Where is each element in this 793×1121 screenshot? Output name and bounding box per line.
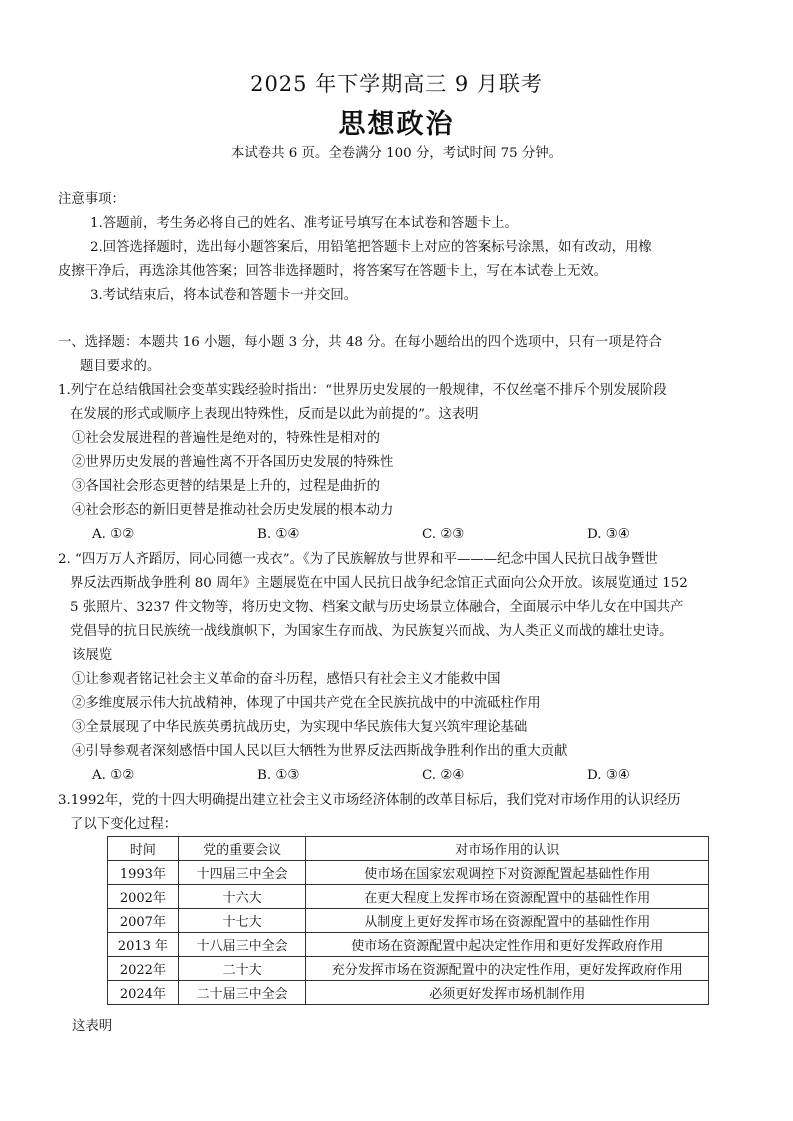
q3-stem: 3.1992年，党的十四大明确提出建立社会主义市场经济体制的改革目标后，我们党对市场作用的认识经历 <box>58 793 681 808</box>
exam-info: 本试卷共 6 页。全卷满分 100 分，考试时间 75 分钟。 <box>230 146 563 161</box>
q3-stem: 了以下变化过程： <box>70 817 178 832</box>
notice-line: 3.考试结束后，将本试卷和答题卡一并交回。 <box>90 288 358 303</box>
q2-stem: 界反法西斯战争胜利 80 周年》主题展览在中国人民抗日战争纪念馆正式面向公众开放。该展览通过 152 <box>70 576 688 591</box>
q2-item: ①让参观者铭记社会主义革命的奋斗历程，感悟只有社会主义才能救中国 <box>72 672 501 687</box>
q1-option-b[interactable]: B. ①④ <box>257 527 300 542</box>
table-header-row <box>108 837 709 861</box>
notice-line: 1.答题前，考生务必将自己的姓名、准考证号填写在本试卷和答题卡上。 <box>90 216 518 231</box>
table-header: 对市场作用的认识 <box>306 837 709 861</box>
notice-line: 2.回答选择题时，选出每小题答案后，用铅笔把答题卡上对应的答案标号涂黑，如有改动，用橡 <box>90 240 652 255</box>
subject-title: 思想政治 <box>338 109 455 140</box>
table-cell-year: 2022年 <box>108 957 179 981</box>
table-header: 党的重要会议 <box>178 837 306 861</box>
table-cell-year: 2007年 <box>108 909 179 933</box>
table-cell-year: 2024年 <box>108 981 179 1005</box>
q1-item: ④社会形态的新旧更替是推动社会历史发展的根本动力 <box>72 503 394 518</box>
q2-option-d[interactable]: D. ③④ <box>587 768 630 783</box>
q2-option-a[interactable]: A. ①② <box>92 768 135 783</box>
q2-stem: 2. “四万万人齐蹈厉，同心同德一戎衣”。《为了民族解放与世界和平———纪念中国人民抗日战争暨世 <box>58 552 658 567</box>
table-row <box>108 861 709 885</box>
table-cell-year: 1993年 <box>108 861 179 885</box>
q2-option-b[interactable]: B. ①③ <box>257 768 300 783</box>
q1-item: ①社会发展进程的普遍性是绝对的，特殊性是相对的 <box>72 431 380 446</box>
q1-option-a[interactable]: A. ①② <box>92 527 135 542</box>
table-header: 时间 <box>108 837 179 861</box>
q1-item: ②世界历史发展的普遍性离不开各国历史发展的特殊性 <box>72 455 394 470</box>
table-cell-meeting: 二十届三中全会 <box>178 981 306 1005</box>
q3-tail: 这表明 <box>72 1019 113 1034</box>
q2-options <box>92 765 752 787</box>
table-cell-view: 从制度上更好发挥市场在资源配置中的基础性作用 <box>306 909 709 933</box>
notice-line: 皮擦干净后，再选涂其他答案；回答非选择题时，将答案写在答题卡上，写在本试卷上无效。 <box>58 264 608 279</box>
exam-title: 2025 年下学期高三 9 月联考 <box>250 72 543 96</box>
table-cell-view: 必须更好发挥市场机制作用 <box>306 981 709 1005</box>
table-cell-year: 2013 年 <box>108 933 179 957</box>
q2-item: ②多维度展示伟大抗战精神，体现了中国共产党在全民族抗战中的中流砥柱作用 <box>72 696 541 711</box>
table-cell-view: 使市场在资源配置中起决定性作用和更好发挥政府作用 <box>306 933 709 957</box>
q2-stem: 该展览 <box>72 648 113 663</box>
q1-item: ③各国社会形态更替的结果是上升的，过程是曲折的 <box>72 479 380 494</box>
table-cell-meeting: 十七大 <box>178 909 306 933</box>
q1-stem: 1.列宁在总结俄国社会变革实践经验时指出：“世界历史发展的一般规律，不仅丝毫不排斥个别发展阶段 <box>58 383 667 398</box>
q1-option-d[interactable]: D. ③④ <box>587 527 630 542</box>
market-role-table <box>107 836 709 1005</box>
table-row <box>108 933 709 957</box>
table-row <box>108 885 709 909</box>
table-row <box>108 981 709 1005</box>
table-cell-view: 在更大程度上发挥市场在资源配置中的基础性作用 <box>306 885 709 909</box>
table-row <box>108 957 709 981</box>
q2-item: ④引导参观者深刻感悟中国人民以巨大牺牲为世界反法西斯战争胜利作出的重大贡献 <box>72 744 568 759</box>
table-cell-meeting: 二十大 <box>178 957 306 981</box>
q2-option-c[interactable]: C. ②④ <box>422 768 465 783</box>
table-cell-meeting: 十八届三中全会 <box>178 933 306 957</box>
section-heading: 一、选择题：本题共 16 小题，每小题 3 分，共 48 分。在每小题给出的四个选项中，只有一项是符合 <box>58 335 662 350</box>
section-heading-cont: 题目要求的。 <box>80 359 161 374</box>
table-cell-view: 充分发挥市场在资源配置中的决定性作用，更好发挥政府作用 <box>306 957 709 981</box>
table-cell-year: 2002年 <box>108 885 179 909</box>
q1-stem: 在发展的形式或顺序上表现出特殊性，反而是以此为前提的”。这表明 <box>70 407 479 422</box>
table-cell-view: 使市场在国家宏观调控下对资源配置起基础性作用 <box>306 861 709 885</box>
q2-item: ③全景展现了中华民族英勇抗战历史，为实现中华民族伟大复兴筑牢理论基础 <box>72 720 528 735</box>
table-row <box>108 909 709 933</box>
q2-stem: 党倡导的抗日民族统一战线旗帜下，为国家生存而战、为民族复兴而战、为人类正义而战的雄壮史诗。 <box>70 624 673 639</box>
notice-heading: 注意事项： <box>58 192 125 207</box>
table-cell-meeting: 十四届三中全会 <box>178 861 306 885</box>
table-cell-meeting: 十六大 <box>178 885 306 909</box>
q1-options <box>92 524 752 546</box>
q2-stem: 5 张照片、3237 件文物等，将历史文物、档案文献与历史场景立体融合，全面展示中华儿女在中国共产 <box>70 600 684 615</box>
q1-option-c[interactable]: C. ②③ <box>422 527 465 542</box>
